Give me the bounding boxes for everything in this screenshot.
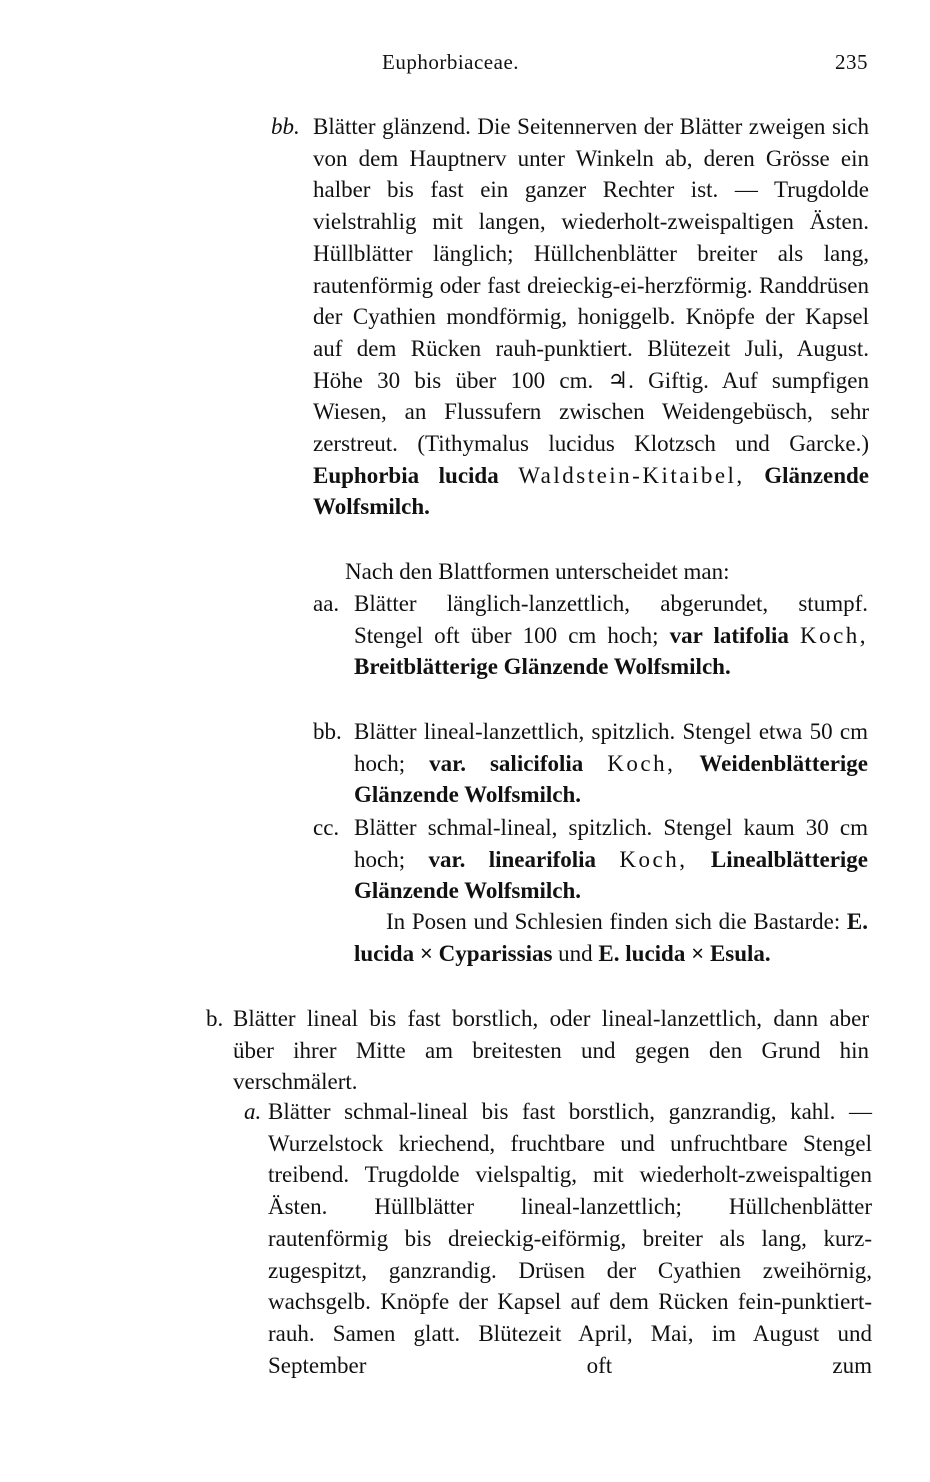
variety-latifolia [354,588,868,683]
species-author: Waldstein-Kitaibel, [518,462,745,488]
variety-linearifolia [354,812,868,907]
item-marker-bb: bb. [271,114,300,139]
running-head: Euphorbiaceae. [382,50,520,74]
varieties-intro: Nach den Blattformen unterscheidet man: [345,559,730,584]
item-marker-cc: cc. [313,815,340,840]
item-marker-bb2: bb. [313,719,342,744]
hybrids-paragraph [354,906,868,969]
variety-name: var. linearifolia [428,846,597,872]
description-text: Blätter glänzend. Die Seitennerven der Blätter zweigen sich von dem Hauptnerv unter Winkeln ab, deren Grösse ein halber bis fast ein ganzer Rechter ist. — Trugdolde vielstrahlig mit langen, wiederholt-zweispaltigen Ästen. Hüllblätter länglich; Hüllchenblätter breiter als lang, rautenförmig oder fast dreieckig-ei-herzförmig. Randdrüsen der Cyathien mondförmig, honiggelb. Knöpfe der Kapsel auf dem Rücken rauh-punktiert. Blütezeit Juli, August. Höhe 30 bis über 100 cm. ♃. Giftig. Auf sumpfigen Wiesen, an Flussufern zwischen Weidengebüsch, sehr zerstreut. (Tithymalus lucidus Klotzsch und Garcke.) [313,114,869,457]
item-marker-aa: aa. [313,591,340,616]
hybrids-text: In Posen und Schlesien finden sich die Bastarde: [386,909,841,934]
species-name: Euphorbia lucida [313,462,499,488]
hybrid-name-2: E. lucida × Esula. [598,940,771,966]
item-marker-b: b. [206,1006,224,1031]
variety-text: Blätter lineal-lanzettlich, spitzlich. Stengel etwa 50 cm hoch; [354,719,868,776]
variety-common-name: Weidenblätterige Glänzende Wolfsmilch. [354,750,869,808]
common-name: Glänzende Wolfsmilch. [313,462,870,520]
page-number: 235 [835,50,868,74]
hybrids-conjunction: und [558,940,593,966]
variety-common-name: Breitblätterige Glänzende Wolfsmilch. [354,654,731,680]
variety-common-name: Linealblätterige Glänzende Wolfsmilch. [354,846,868,904]
variety-text: Blätter schmal-lineal, spitzlich. Stengel kaum 30 cm hoch; [354,815,868,872]
variety-name: var latifolia [669,622,789,648]
section-a-paragraph: Blätter schmal-lineal bis fast borstlich, ganzrandig, kahl. — Wurzelstock kriechend, fruchtbare und unfruchtbare Stengel treibend. Trugdolde vielspaltig, mit wiederholt-zweispaltigen Ästen. Hüllblätter lineal-lanzettlich; Hüllchenblätter rautenförmig bis dreieckig-eiförmig, breiter als lang, kurz-zugespitzt, ganzrandig. Drüsen der Cyathien zweihörnig, wachsgelb. Knöpfe der Kapsel auf dem Rücken fein-punktiert-rauh. Samen glatt. Blütezeit April, Mai, im August und September oft zum [268,1099,872,1378]
variety-name: var. salicifolia [429,750,584,776]
paragraph-euphorbia-lucida [313,111,869,523]
page-header [0,50,930,80]
variety-salicifolia [354,716,868,811]
variety-author: Koch, [607,750,676,776]
item-marker-a: a. [244,1099,262,1124]
section-b-paragraph: Blätter lineal bis fast borstlich, oder lineal-lanzettlich, dann aber über ihrer Mitte am breitesten und gegen den Grund hin verschmälert. [233,1006,869,1095]
variety-author: Koch, [619,846,688,872]
variety-text: Blätter länglich-lanzettlich, abgerundet, stumpf. Stengel oft über 100 cm hoch; [354,591,868,648]
variety-author: Koch, [799,622,869,648]
hybrid-name-1: E. lucida × Cyparissias [354,909,868,966]
